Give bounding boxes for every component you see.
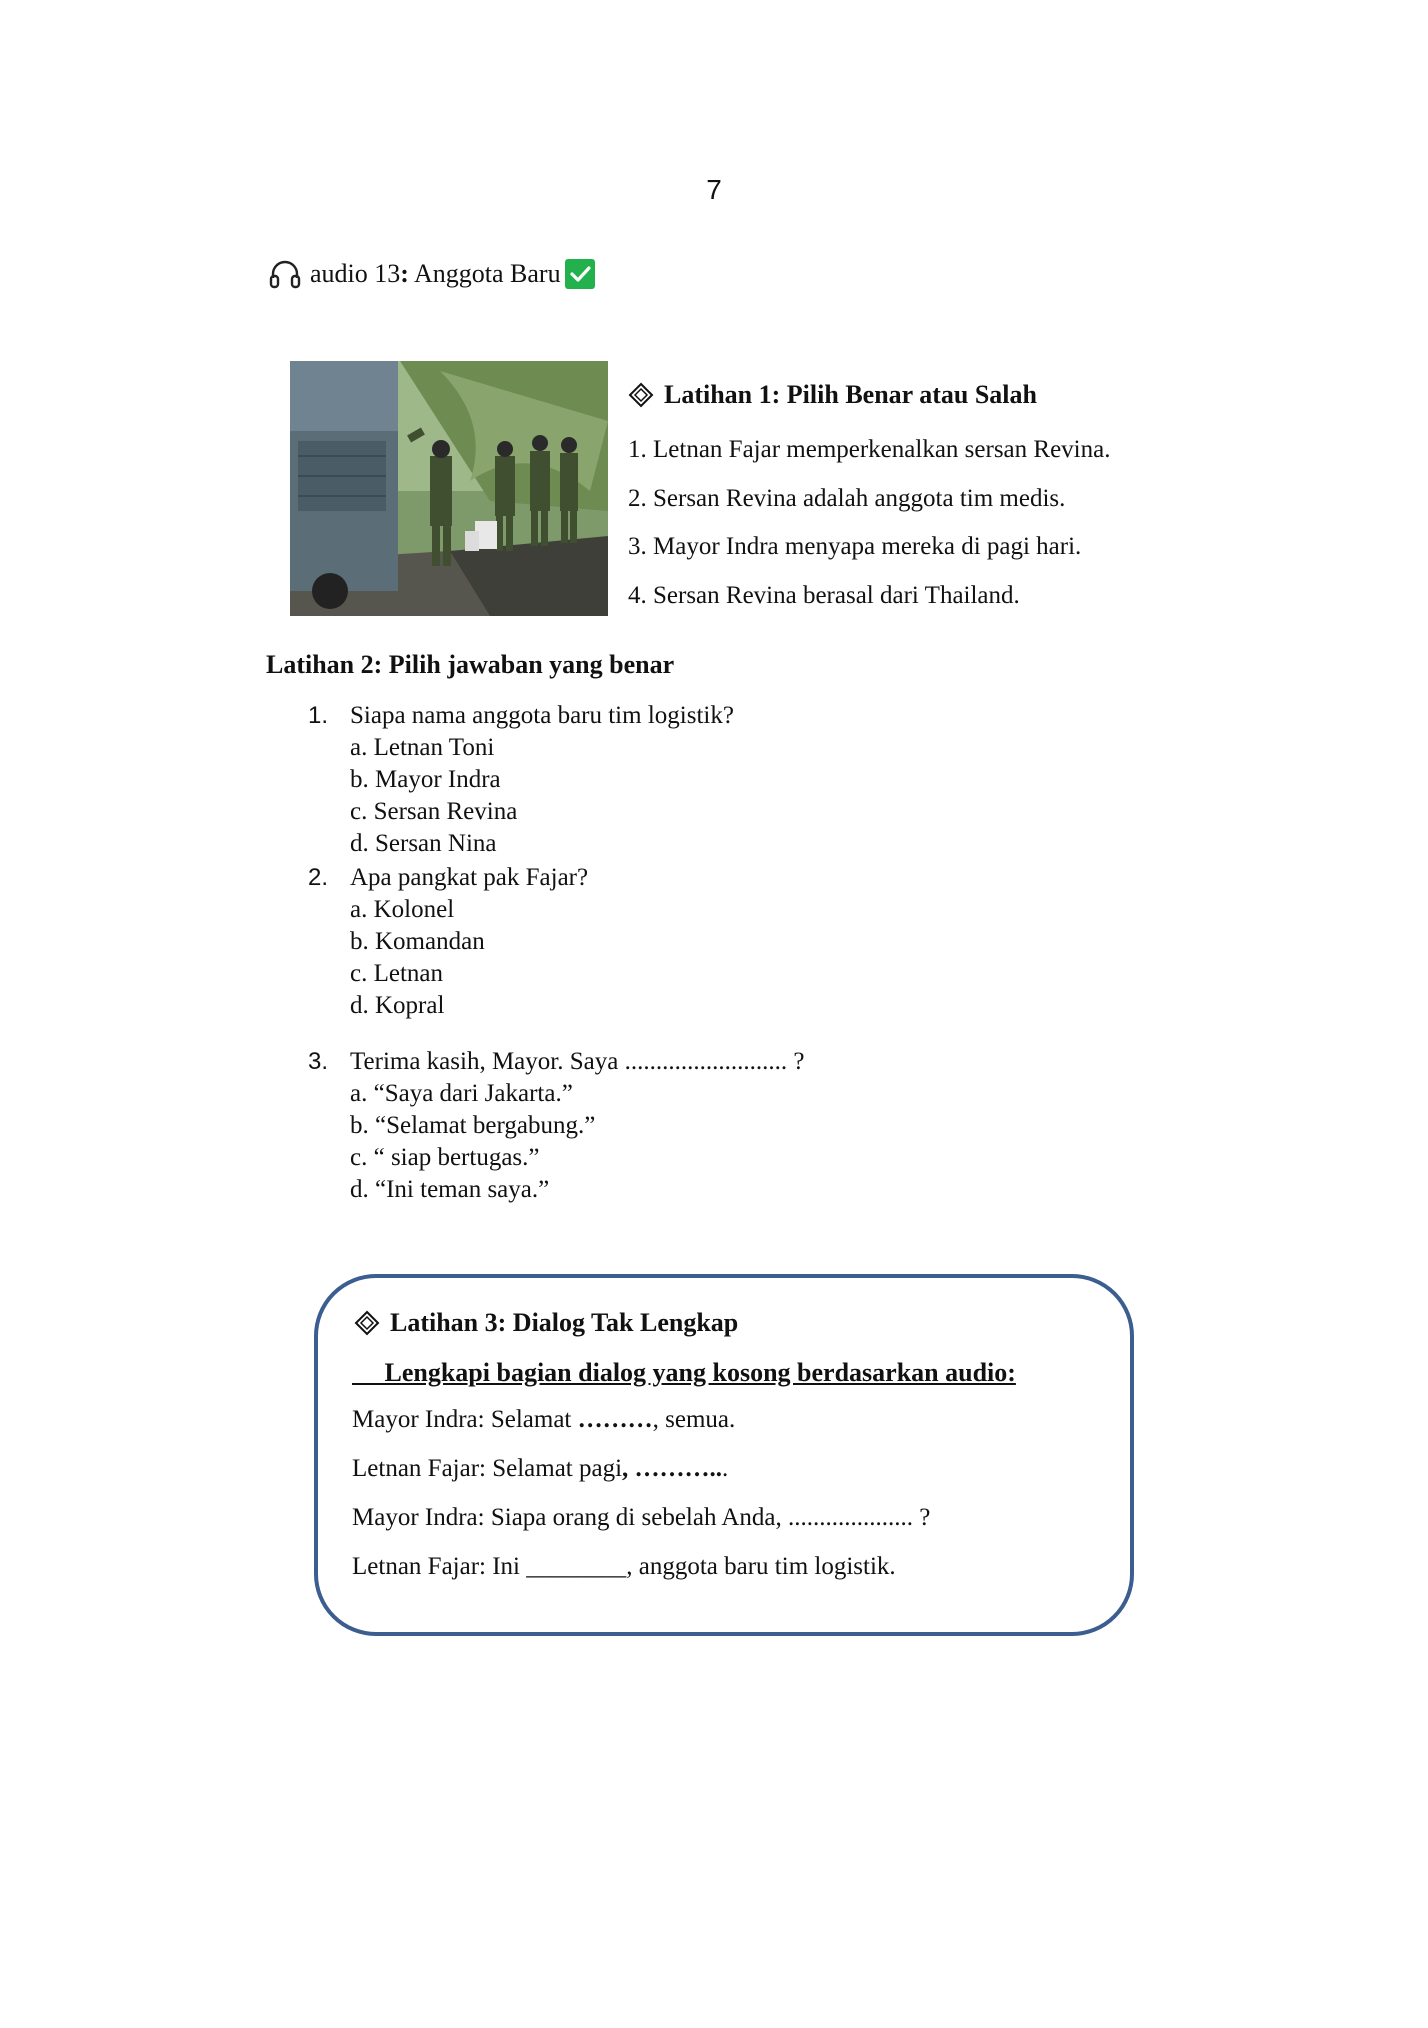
option: d. Kopral [350, 992, 445, 1019]
dialog-text: . [722, 1455, 729, 1482]
headphones-icon [268, 258, 302, 290]
dialog-text: , semua. [652, 1406, 736, 1433]
latihan1-title [628, 380, 1037, 410]
option: c. Sersan Revina [350, 798, 518, 825]
option: a. Letnan Toni [350, 734, 495, 761]
list-item: 3. Mayor Indra menyapa mereka di pagi hari. [628, 533, 1082, 560]
question-text: Apa pangkat pak Fajar? [350, 864, 589, 891]
option: b. Mayor Indra [350, 766, 501, 793]
latihan3-title-text: Latihan 3: Dialog Tak Lengkap [390, 1308, 739, 1337]
dialog-text: Mayor Indra: Selamat [352, 1406, 578, 1433]
question-number: 3. [308, 1048, 329, 1075]
dialog-line [352, 1504, 930, 1532]
latihan2-title: Latihan 2: Pilih jawaban yang benar [266, 650, 675, 679]
dialog-text: Mayor Indra: Siapa orang di sebelah Anda, [352, 1504, 788, 1531]
audio-title: Anggota Baru [408, 259, 561, 288]
page-number: 7 [706, 174, 722, 205]
option: a. Kolonel [350, 896, 455, 923]
dialog-line [352, 1406, 735, 1434]
dialog-text: Letnan Fajar: Ini [352, 1553, 527, 1580]
latihan3-instruction: Lengkapi bagian dialog yang kosong berdasarkan audio: [352, 1358, 1016, 1387]
list-item: 4. Sersan Revina berasal dari Thailand. [628, 581, 1020, 609]
option: a. “Saya dari Jakarta.” [350, 1080, 573, 1107]
dialog-text: Letnan Fajar: Selamat pagi [352, 1455, 623, 1482]
list-item: 2. Sersan Revina adalah anggota tim medis. [628, 484, 1066, 512]
diamond-icon [628, 382, 654, 408]
soldiers-photo [290, 361, 608, 616]
dialog-line [352, 1455, 728, 1483]
list-item: 1. Letnan Fajar memperkenalkan sersan Revina. [628, 436, 1111, 463]
check-icon [565, 259, 595, 289]
option: b. Komandan [350, 928, 485, 955]
dialog-blank[interactable]: ________ [526, 1553, 627, 1580]
latihan3-title [354, 1308, 738, 1338]
option: d. “Ini teman saya.” [350, 1176, 550, 1203]
question-text: Terima kasih, Mayor. Saya .......................... ? [350, 1048, 805, 1075]
question-2 [308, 862, 1008, 1024]
option: d. Sersan Nina [350, 830, 497, 857]
question-text: Siapa nama anggota baru tim logistik? [350, 702, 734, 729]
question-number: 2. [308, 864, 329, 891]
dialog-line [352, 1553, 896, 1581]
audio-colon: : [400, 259, 409, 288]
question-1 [308, 700, 1008, 862]
audio-line[interactable] [268, 258, 595, 290]
dialog-blank[interactable]: ……… [577, 1406, 653, 1433]
latihan1-title-text: Latihan 1: Pilih Benar atau Salah [664, 380, 1037, 409]
option: b. “Selamat bergabung.” [350, 1112, 596, 1139]
question-number: 1. [308, 702, 329, 729]
diamond-icon [354, 1310, 380, 1336]
dialog-blank[interactable]: , ……….. [622, 1455, 723, 1482]
dialog-text: ? [913, 1504, 931, 1531]
dialog-text: , anggota baru tim logistik. [626, 1553, 896, 1580]
latihan1-list [628, 432, 1110, 626]
question-3 [308, 1046, 1008, 1208]
audio-label: audio 13 [310, 259, 401, 288]
dialog-blank[interactable]: .................... [788, 1504, 913, 1531]
option: c. Letnan [350, 960, 444, 987]
option: c. “ siap bertugas.” [350, 1144, 540, 1171]
